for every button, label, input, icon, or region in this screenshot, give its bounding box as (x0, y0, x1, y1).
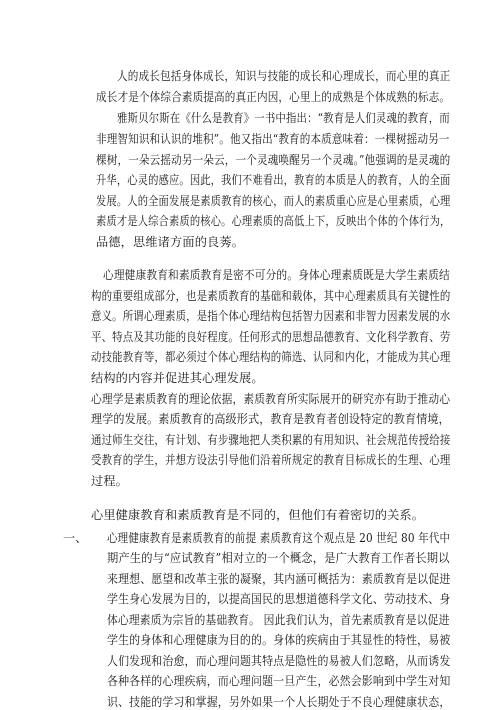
text-line: 成长才是个体综合素质提高的真正内因，心里上的成熟是个体成熟的标志。 (96, 90, 451, 104)
text-line: 心理学是素质教育的理论依据，素质教育所实际展开的研究亦有助于推动心 (91, 392, 451, 406)
text-line: 心里健康教育和素质教育是不同的，但他们有着密切的关系。 (91, 508, 425, 522)
text-line: 非理智知识和认识的堆积”。他又指出“教育的本质意味着：一棵树摇动另一 (96, 132, 450, 146)
text-line: 升华，心灵的感应。因此，我们不难看出，教育的本质是人的教育，人的全面 (96, 173, 451, 187)
text-line: 人的成长包括身体成长，知识与技能的成长和心理成长，而心里的真正 (117, 69, 451, 83)
text-line: 理学的发展。素质教育的高级形式，教育是教育者创设特定的教育情境， (91, 412, 450, 426)
text-line: 棵树，一朵云摇动另一朵云，一个灵魂唤醒另一个灵魂。”他强调的是灵魂的 (96, 153, 451, 167)
text-line: 学生的身体和心理健康为目的的。身体的疾病由于其显性的特性，易被 (107, 633, 451, 647)
text-line: 学生身心发展为目的，以提高国民的思想道德科学文化、劳动技术、身 (107, 592, 451, 606)
text-line: 各种各样的心理疾病，而心理问题一旦产生，必然会影响到中学生对知 (107, 674, 451, 688)
text-line: 雅斯贝尔斯在《什么是教育》一书中指出：“教育是人们灵魂的教育，而 (117, 111, 450, 125)
text-line: 动技能教育等，都必须过个体心理结构的筛选、认同和内化，才能成为其心理 (91, 350, 451, 364)
text-line: 过程。 (91, 474, 129, 488)
text-line: 通过师生交往，有计划、有步骤地把人类积累的有用知识、社会规范传授给接 (91, 433, 451, 447)
text-line: 平、特点及其功能的良好程度。任何形式的思想品德教育、文化科学教育、劳 (91, 330, 451, 344)
text-line: 意义。所谓心理素质，是指个体心理结构包括智力因素和非智力因素发展的水 (91, 309, 451, 323)
text-line: 心理健康教育是素质教育的前提 素质教育这个观点是 20 世纪 80 年代中 (107, 531, 451, 545)
text-line: 品德，思维诸方面的良莠。 (96, 235, 245, 249)
text-line: 识、技能的学习和掌握，另外如果一个人长期处于不良心理健康状态， (107, 695, 451, 709)
text-line: 结构的内容并促进其心理发展。 (91, 371, 264, 385)
text-line: 受教育的学生，并想方设法引导他们沿着所规定的教育目标成长的生理、心理 (91, 453, 451, 467)
text-line: 素质才是人综合素质的核心。心理素质的高低上下，反映出个体的个体行为， (96, 214, 451, 228)
list-marker: 一、 (63, 531, 88, 545)
text-line: 期产生的与“应试教育”相对立的一个概念，是广大教育工作者长期以 (107, 551, 450, 565)
text-line: 构的重要组成部分，也是素质教育的基础和载体，其中心理素质具有关键性的 (91, 289, 451, 303)
text-line: 心理健康教育和素质教育是密不可分的。身体心理素质既是大学生素质结 (103, 268, 450, 282)
text-line: 人们发现和治愈，而心理问题其特点是隐性的易被人们忽略，从而诱发 (107, 654, 451, 668)
text-line: 发展。人的全面发展是素质教育的核心，而人的素质重心应是心里素质，心理 (96, 194, 451, 208)
text-line: 来理想、愿望和改革主张的凝聚，其内涵可概括为：素质教育是以促进 (107, 572, 451, 586)
text-line: 体心理素质为宗旨的基础教育。 因此我们认为，首先素质教育是以促进 (107, 613, 450, 627)
